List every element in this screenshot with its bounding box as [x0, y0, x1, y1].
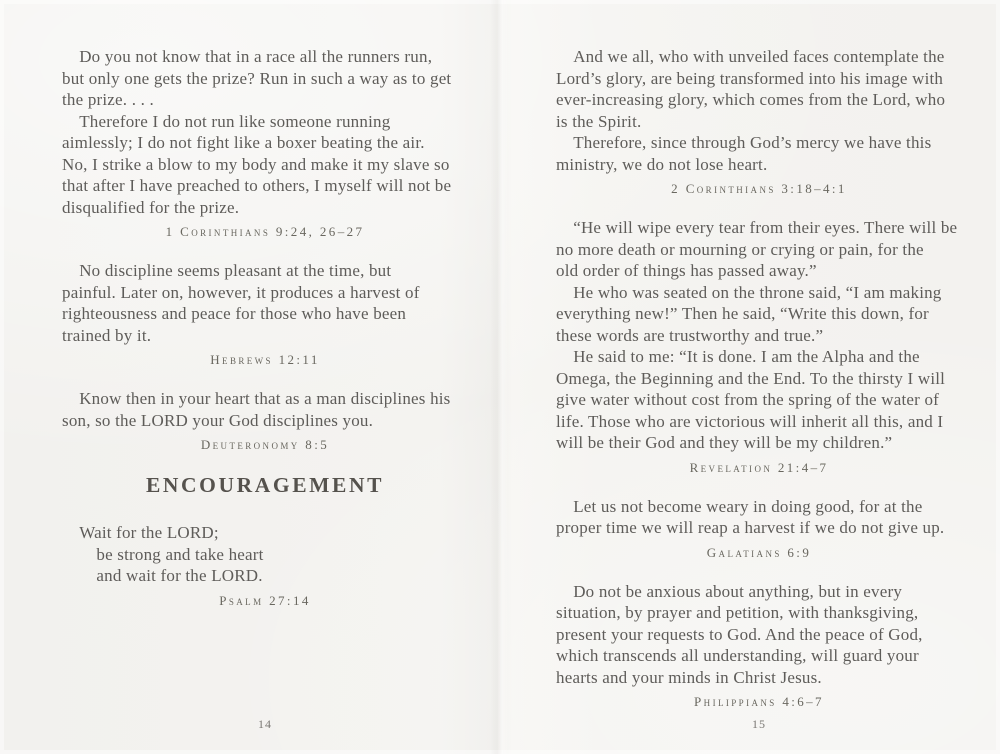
- poem-line: and wait for the LORD.: [62, 566, 263, 585]
- passage-line: Know then in your heart that as a man disciplines his: [62, 389, 451, 408]
- poem: [62, 522, 468, 609]
- passage-line: which transcends all understanding, will guard your: [556, 646, 919, 665]
- passage-line: He who was seated on the throne said, “I am making: [556, 282, 942, 302]
- verse-reference: 2 Corinthians 3:18–4:1: [671, 181, 847, 196]
- page-left: [62, 46, 468, 738]
- passage-line: life. Those who are victorious will inherit all this, and I: [556, 411, 944, 431]
- verse-reference: Galatians 6:9: [706, 544, 812, 560]
- passage-line: disqualified for the prize.: [62, 197, 240, 217]
- passage-line: Lord’s glory, are being transformed into his image with: [556, 68, 944, 88]
- passage-line: Do you not know that in a race all the runners run,: [62, 47, 433, 66]
- poem-line: be strong and take heart: [62, 544, 264, 564]
- passage-line: And we all, who with unveiled faces contemplate the: [556, 47, 945, 66]
- passage-line: give water without cost from the spring of the water of: [556, 390, 940, 409]
- passage-line: no more death or mourning or crying or pain, for the: [556, 239, 924, 259]
- verse-reference: Hebrews 12:11: [210, 352, 320, 367]
- page-content: [62, 46, 468, 609]
- passage-line: Let us not become weary in doing good, for at the: [556, 496, 923, 516]
- passage-line: trained by it.: [62, 325, 152, 345]
- page-number: 15: [752, 717, 766, 731]
- passage-line: “He will wipe every tear from their eyes. There will be: [556, 218, 958, 237]
- passage-line: Do not be anxious about anything, but in every: [556, 581, 903, 601]
- passage-line: is the Spirit.: [556, 111, 642, 131]
- verse-reference: Deuteronomy 8:5: [200, 437, 330, 452]
- verse-reference: Psalm 27:14: [219, 592, 311, 608]
- verse-reference: Philippians 4:6–7: [694, 694, 824, 709]
- passage: [62, 46, 468, 240]
- passage-line: righteousness and peace for those who have been: [62, 304, 407, 323]
- passage-line: everything new!” Then he said, “Write this down, for: [556, 304, 929, 323]
- passage: [556, 46, 962, 197]
- passage-line: Therefore I do not run like someone running: [62, 111, 391, 131]
- passage: [556, 496, 962, 561]
- passage-line: proper time we will reap a harvest if we do not give up.: [556, 518, 945, 537]
- passage-line: the prize. . . .: [62, 90, 154, 109]
- passage-line: Omega, the Beginning and the End. To the thirsty I will: [556, 368, 946, 388]
- passage-line: He said to me: “It is done. I am the Alpha and the: [556, 347, 920, 366]
- passage-line: that after I have preached to others, I myself will not be: [62, 176, 452, 195]
- page-content: [556, 46, 962, 710]
- passage-line: painful. Later on, however, it produces a harvest of: [62, 282, 420, 302]
- passage-line: son, so the LORD your God disciplines you.: [62, 410, 374, 430]
- verse-reference: 1 Corinthians 9:24, 26–27: [165, 224, 365, 239]
- page-right: [556, 46, 962, 738]
- page-number: 14: [258, 717, 272, 731]
- passage-line: Therefore, since through God’s mercy we have this: [556, 133, 932, 152]
- passage-line: hearts and your minds in Christ Jesus.: [556, 667, 822, 687]
- section-heading: ENCOURAGEMENT: [145, 473, 385, 497]
- passage-line: present your requests to God. And the peace of God,: [556, 624, 923, 644]
- passage-line: No, I strike a blow to my body and make it my slave so: [62, 154, 450, 174]
- passage: [556, 581, 962, 711]
- poem-line: Wait for the LORD;: [62, 523, 219, 542]
- verse-reference: Revelation 21:4–7: [689, 459, 829, 475]
- passage-line: old order of things has passed away.”: [556, 261, 817, 280]
- passage-line: but only one gets the prize? Run in such a way as to get: [62, 68, 452, 88]
- passage: [556, 217, 962, 476]
- passage-line: ever-increasing glory, which comes from the Lord, who: [556, 90, 946, 109]
- page-gutter: [490, 0, 508, 754]
- passage-line: will be their God and they will be my children.”: [556, 433, 893, 452]
- passage-line: aimlessly; I do not fight like a boxer beating the air.: [62, 133, 425, 152]
- passage-line: ministry, we do not lose heart.: [556, 154, 768, 174]
- passage: [62, 260, 468, 368]
- passage: [62, 388, 468, 453]
- passage-line: these words are trustworthy and true.”: [556, 325, 824, 345]
- passage-line: No discipline seems pleasant at the time, but: [62, 261, 392, 280]
- passage-line: situation, by prayer and petition, with thanksgiving,: [556, 603, 919, 622]
